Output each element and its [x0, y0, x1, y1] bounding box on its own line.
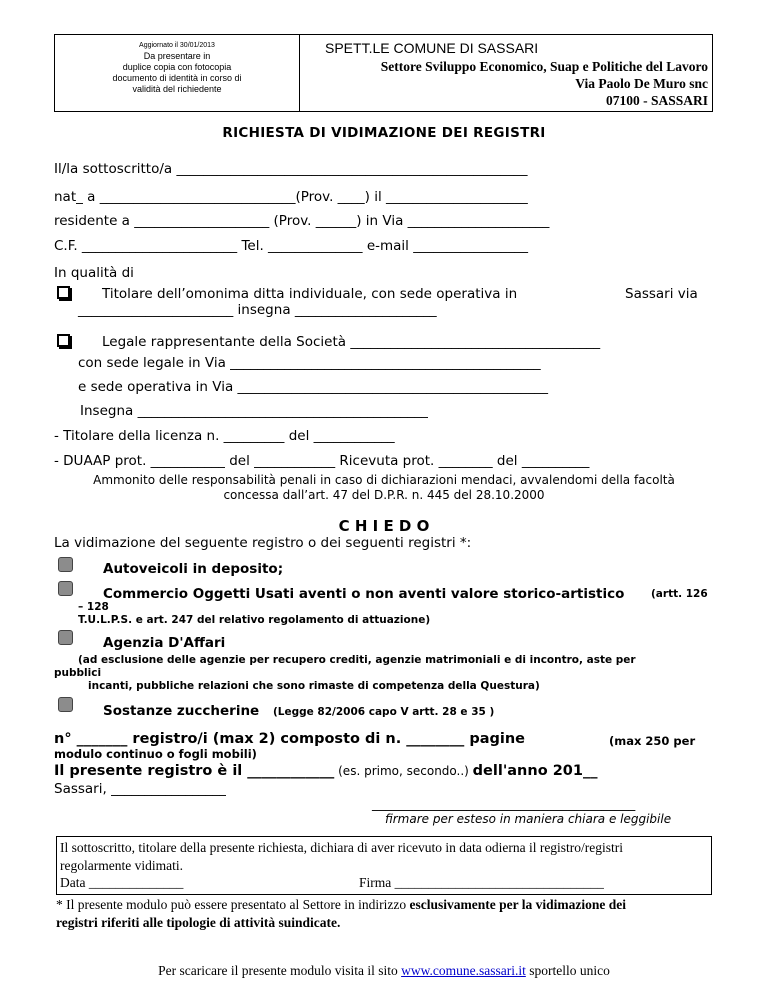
field-sede-legale[interactable]: con sede legale in Via ______________________________________________	[78, 355, 541, 371]
field-duaap[interactable]: - DUAAP prot. ___________ del ____________ Ricevuta prot. ________ del __________	[54, 453, 590, 469]
register-sostanze-ref: (Legge 82/2006 capo V artt. 28 e 35 )	[273, 706, 495, 718]
recipient-street: Via Paolo De Muro snc	[575, 76, 708, 91]
footnote	[56, 896, 626, 932]
register-sostanze: Sostanze zuccherine	[103, 703, 260, 719]
label-in-qualita: In qualità di	[54, 265, 134, 281]
register-order-year: dell'anno 201__	[472, 763, 598, 779]
note-line: validità del richiedente	[132, 84, 222, 94]
field-register-order[interactable]	[54, 763, 597, 779]
field-residente[interactable]: residente a ____________________ (Prov. ______) in Via _____________________	[54, 213, 550, 229]
declaration-line: regolarmente vidimati.	[60, 857, 183, 873]
field-sottoscritto[interactable]: Il/la sottoscritto/a ____________________________________________________	[54, 161, 528, 177]
header-note	[56, 40, 298, 95]
note-updated: Aggiornato il 30/01/2013	[139, 42, 215, 49]
declaration-line: Il sottoscritto, titolare della presente richiesta, dichiara di aver ricevuto in data odierna il registro/registri	[60, 840, 624, 855]
note-line: documento di identità in corso di	[112, 73, 242, 83]
pages-note: (max 250 per	[609, 734, 696, 748]
register-commercio-ref: (artt. 126	[651, 588, 708, 600]
checkbox-sostanze[interactable]	[58, 697, 73, 712]
footnote-emphasis: esclusivamente per la vidimazione dei	[409, 897, 627, 912]
declaration-signature-field[interactable]: Firma _______________________________	[359, 875, 604, 890]
register-order-label: Il presente registro è il ____________	[54, 763, 335, 779]
recipient-city: 07100 - SASSARI	[605, 93, 708, 108]
pages-note-cont: modulo continuo o fogli mobili)	[54, 747, 257, 761]
declaration-date-field[interactable]: Data ______________	[60, 875, 184, 890]
register-agenzia-note: (ad esclusione delle agenzie per recupero crediti, agenzie matrimoniali e di incontro, aste per	[78, 654, 636, 666]
checkbox-autoveicoli[interactable]	[58, 557, 73, 572]
register-agenzia: Agenzia D'Affari	[103, 635, 226, 651]
footer-text: Per scaricare il presente modulo visita il sito	[158, 963, 402, 978]
register-order-example: (es. primo, secondo..)	[334, 764, 473, 778]
field-cf-tel-email[interactable]: C.F. _______________________ Tel. ______________ e-mail _________________	[54, 238, 528, 254]
chiedo-heading: C H I E D O	[338, 517, 430, 535]
register-commercio-ref-cont: – 128	[78, 601, 109, 613]
signature-caption: firmare per esteso in maniera chiara e leggibile	[385, 812, 672, 826]
signature-line[interactable]: _______________________________________	[372, 796, 636, 812]
register-commercio: Commercio Oggetti Usati aventi o non aventi valore storico-artistico	[103, 586, 625, 602]
field-pages[interactable]: n° _______ registro/i (max 2) composto di n. ________ pagine	[54, 731, 526, 747]
website-link[interactable]: www.comune.sassari.it	[401, 963, 526, 978]
register-autoveicoli: Autoveicoli in deposito;	[103, 561, 284, 577]
footnote-emphasis-cont: registri riferiti alle tipologie di attività suindicate.	[56, 915, 341, 930]
register-agenzia-note-end: incanti, pubbliche relazioni che sono rimaste di competenza della Questura)	[88, 680, 540, 692]
footer-text-end: sportello unico	[525, 963, 610, 978]
recipient-department: Settore Sviluppo Economico, Suap e Politiche del Lavoro	[380, 59, 708, 74]
field-sede-operativa[interactable]: e sede operativa in Via ______________________________________________	[78, 379, 549, 395]
register-commercio-law: T.U.L.P.S. e art. 247 del relativo regolamento di attuazione)	[78, 614, 431, 626]
checkbox-commercio[interactable]	[58, 581, 73, 596]
checkbox-agenzia[interactable]	[58, 630, 73, 645]
footnote-text: * Il presente modulo può essere presentato al Settore in indirizzo	[56, 897, 410, 912]
field-licenza[interactable]: - Titolare della licenza n. _________ del ____________	[54, 428, 395, 444]
field-legale-societa[interactable]: Legale rappresentante della Società _____________________________________	[102, 334, 601, 350]
warning-text	[54, 473, 714, 503]
field-sassari-date[interactable]: Sassari, _________________	[54, 781, 226, 797]
option-titolare-text: Titolare dell’omonima ditta individuale, con sede operativa in	[102, 286, 518, 302]
note-line: duplice copia con fotocopia	[122, 62, 232, 72]
field-nato[interactable]: nat_ a _____________________________(Prov. ____) il _____________________	[54, 189, 528, 205]
footer	[0, 963, 768, 979]
recipient-address	[381, 58, 708, 109]
recipient-title: SPETT.LE COMUNE DI SASSARI	[325, 40, 539, 56]
warning-line: concessa dall’art. 47 del D.P.R. n. 445 del 28.10.2000	[223, 488, 545, 502]
register-agenzia-note-cont: pubblici	[54, 667, 102, 679]
field-titolare-via-insegna[interactable]: _______________________ insegna _____________________	[78, 302, 437, 318]
note-line: Da presentare in	[143, 51, 211, 61]
field-insegna[interactable]: Insegna ___________________________________________	[80, 403, 428, 419]
declaration-text	[60, 839, 623, 891]
request-intro: La vidimazione del seguente registro o dei seguenti registri *:	[54, 535, 472, 551]
warning-line: Ammonito delle responsabilità penali in caso di dichiarazioni mendaci, avvalendomi della facoltà	[93, 473, 675, 487]
checkbox-titolare[interactable]	[57, 286, 70, 299]
checkbox-legale[interactable]	[57, 334, 70, 347]
page-title: RICHIESTA DI VIDIMAZIONE DEI REGISTRI	[222, 125, 546, 141]
option-titolare-city: Sassari via	[625, 286, 698, 302]
